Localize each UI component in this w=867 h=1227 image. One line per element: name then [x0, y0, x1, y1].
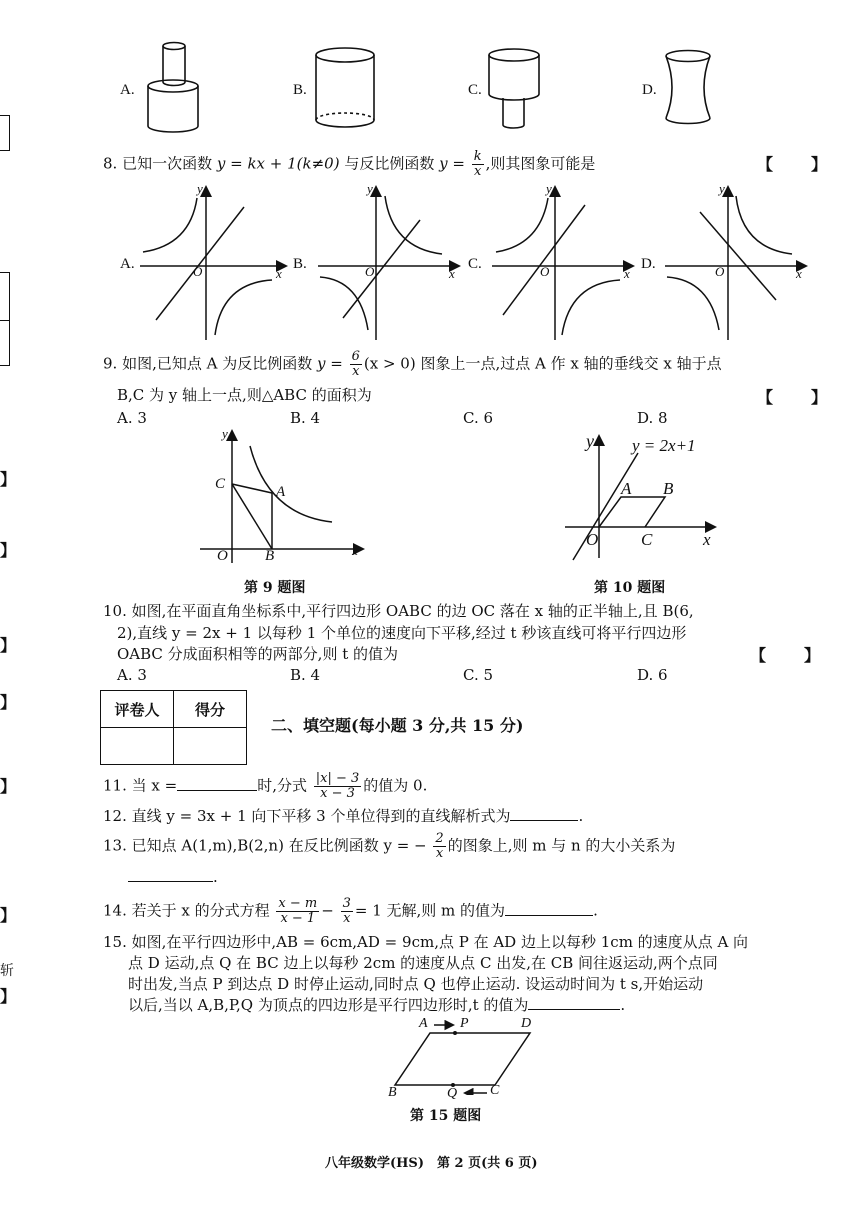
fig10-label-x: x [703, 530, 711, 549]
q7-solid-c [489, 49, 539, 128]
fig15-label-d: D [521, 1016, 532, 1031]
q12 [103, 805, 583, 827]
q10-option-b: B. 4 [290, 666, 321, 684]
score-table-grader-cell[interactable] [101, 728, 174, 765]
q8-y-eq: y = [439, 154, 465, 173]
q14-frac1-den: x − 1 [280, 911, 316, 926]
q8b-y: y [367, 181, 373, 196]
q9-suffix: (x > 0) 图象上一点,过点 A 作 x 轴的垂线交 x 轴于点 [363, 354, 722, 373]
q8-linear-expr: y = kx + 1(k≠0) [216, 154, 340, 173]
margin-bracket: 】 [0, 906, 19, 925]
q10-option-a: A. 3 [117, 666, 147, 684]
section-2-title: 二、填空题(每小题 3 分,共 15 分) [271, 716, 524, 735]
q9-line2: B,C 为 y 轴上一点,则△ABC 的面积为 [117, 386, 372, 404]
q7-solid-a [148, 43, 198, 132]
fig9-label-c: C [215, 476, 226, 492]
q8c-x: x [624, 266, 630, 281]
q10-line2: 2),直线 y = 2x + 1 以每秒 1 个单位的速度向下平移,经过 t 秒该直线可将平行四边形 [117, 624, 687, 642]
q10-answer-bracket[interactable]: 【 】 [750, 646, 823, 665]
q8c-y: y [546, 181, 552, 196]
q10-option-c: C. 5 [463, 666, 494, 684]
q11-fraction [314, 772, 362, 801]
q14-fraction-1 [276, 897, 319, 926]
q8a-y: y [197, 181, 203, 196]
q14 [103, 897, 598, 926]
fig15-label-c: C [490, 1083, 500, 1098]
fig10-label-y: y [586, 431, 594, 451]
fig10-label-b: B [663, 479, 674, 498]
score-table-score-cell[interactable] [174, 728, 247, 765]
q11-answer-blank[interactable] [177, 776, 257, 791]
score-table [100, 690, 247, 765]
page-footer: 八年级数学(HS) 第 2 页(共 6 页) [325, 1156, 538, 1171]
q9-option-b: B. 4 [290, 409, 321, 427]
q14-frac1-num: x − m [278, 896, 318, 911]
fig9-label-x: x [352, 543, 358, 558]
figures-9-10 [0, 425, 867, 575]
q8-graph-b [318, 188, 458, 340]
q8a-o: O [193, 264, 203, 279]
fig15-label-a: A [419, 1016, 428, 1031]
fig10-label-c: C [641, 530, 653, 549]
fig9-label-o: O [217, 548, 228, 564]
margin-bracket: 】 [0, 470, 19, 489]
q15-line4 [128, 994, 625, 1016]
q7-option-d: D. [642, 82, 657, 98]
q7-solid-d [666, 51, 710, 124]
q15-line4-text: 以后,当以 A,B,P,Q 为顶点的四边形是平行四边形时,t 的值为 [128, 996, 529, 1014]
q11-middle: 时,分式 [257, 776, 307, 795]
q9-frac-den: x [352, 364, 360, 379]
q7-solid-b [316, 48, 374, 127]
score-table-score-header: 得分 [174, 691, 247, 728]
q8-option-c: C. [468, 256, 482, 272]
q8-fraction [472, 150, 484, 179]
q11-prefix: 11. 当 x = [103, 776, 178, 795]
q8-frac-num: k [473, 149, 482, 164]
fig9-label-a: A [276, 484, 286, 500]
q12-answer-blank[interactable] [510, 806, 578, 821]
q8-option-d: D. [641, 256, 656, 272]
q12-end: . [578, 807, 584, 825]
q8-graph-c [492, 188, 632, 340]
q12-text: 12. 直线 y = 3x + 1 向下平移 3 个单位得到的直线解析式为 [103, 807, 511, 825]
fig9-label-b: B [265, 548, 275, 564]
margin-snippet: 斩 [0, 963, 14, 979]
score-table-grader-header: 评卷人 [101, 691, 174, 728]
q8a-x: x [276, 266, 282, 281]
fig9-caption: 第 9 题图 [244, 580, 306, 596]
q13-answer-blank[interactable] [128, 867, 213, 882]
q13-fraction [433, 832, 445, 861]
q14-prefix: 14. 若关于 x 的分式方程 [103, 901, 270, 920]
q14-answer-blank[interactable] [505, 901, 593, 916]
q8-stem [103, 150, 595, 179]
q7-option-c: C. [468, 82, 482, 98]
q9-frac-num: 6 [351, 349, 360, 364]
q8d-x: x [796, 266, 802, 281]
fig15-caption: 第 15 题图 [410, 1108, 482, 1124]
q8d-y: y [719, 181, 725, 196]
q11-frac-num: |x| − 3 [315, 771, 360, 786]
q11-suffix: 的值为 0. [363, 776, 428, 795]
q10-line1: 10. 如图,在平面直角坐标系中,平行四边形 OABC 的边 OC 落在 x 轴的正半轴上,且 B(6, [103, 602, 694, 620]
q8c-o: O [540, 264, 550, 279]
q15-answer-blank[interactable] [528, 995, 620, 1010]
q9-prefix: 9. 如图,已知点 A 为反比例函数 [103, 354, 317, 373]
margin-bracket: 】 [0, 693, 19, 712]
q8-graphs [0, 180, 867, 345]
q13-line2 [128, 866, 218, 888]
q8-suffix: ,则其图象可能是 [485, 154, 596, 173]
q9-option-d: D. 8 [637, 409, 668, 427]
q9-option-a: A. 3 [117, 409, 147, 427]
q11 [103, 772, 427, 801]
fig9-label-y: y [222, 426, 228, 441]
q10-option-d: D. 6 [637, 666, 668, 684]
q8-graph-d [665, 188, 805, 340]
q13-frac-den: x [435, 846, 444, 861]
fig10-line-label: y = 2x+1 [632, 436, 696, 455]
q9-answer-bracket[interactable]: 【 】 [757, 388, 830, 407]
q13-frac-num: 2 [435, 831, 444, 846]
q14-frac2-den: x [343, 911, 351, 926]
q8b-x: x [449, 266, 455, 281]
q13-prefix: 13. 已知点 A(1,m),B(2,n) 在反比例函数 y = − [103, 836, 427, 855]
q11-frac-den: x − 3 [320, 786, 355, 801]
margin-bracket: 】 [0, 777, 19, 796]
q7-solids [0, 38, 867, 138]
q14-suffix: = 1 无解,则 m 的值为 [354, 901, 506, 920]
q7-option-b: B. [293, 82, 307, 98]
q15-line1: 15. 如图,在平行四边形中,AB = 6cm,AD = 9cm,点 P 在 AD 边上以每秒 1cm 的速度从点 A 向 [103, 933, 749, 951]
q13-end: . [213, 868, 218, 886]
fig15-label-q: Q [447, 1086, 458, 1101]
fig10-label-o: O [586, 530, 599, 549]
fig15-point-p [453, 1031, 457, 1035]
q8-graph-a [140, 188, 285, 340]
margin-bracket: 】 [0, 541, 19, 560]
q14-fraction-2 [341, 897, 353, 926]
q9-fraction [350, 350, 362, 379]
q15-line2: 点 D 运动,点 Q 在 BC 边上以每秒 2cm 的速度从点 C 出发,在 CB 间往返运动,两个点同 [128, 954, 718, 972]
q8-frac-den: x [473, 164, 482, 179]
q8-middle: 与反比例函数 [339, 154, 440, 173]
fig10-caption: 第 10 题图 [594, 580, 666, 596]
q14-frac2-num: 3 [342, 896, 351, 911]
fig10-label-a: A [621, 479, 632, 498]
q14-minus: − [321, 901, 334, 920]
q13-suffix: 的图象上,则 m 与 n 的大小关系为 [447, 836, 676, 855]
q9-option-c: C. 6 [463, 409, 494, 427]
q9-line1 [103, 350, 722, 379]
q8-prefix: 8. 已知一次函数 [103, 154, 217, 173]
q10-line3: OABC 分成面积相等的两部分,则 t 的值为 [117, 645, 399, 663]
q13 [103, 832, 675, 861]
q8-answer-bracket[interactable]: 【 】 [757, 155, 830, 174]
q15-line3: 时出发,当点 P 到达点 D 时停止运动,同时点 Q 也停止运动. 设运动时间为 t s,开始运动 [128, 975, 704, 993]
q8-option-a: A. [120, 256, 135, 272]
q9-y-eq: y = [317, 354, 343, 373]
q8d-o: O [715, 264, 725, 279]
fig15-label-p: P [460, 1016, 469, 1031]
q15-end: . [620, 996, 626, 1014]
margin-bracket: 】 [0, 987, 19, 1006]
q8b-o: O [365, 264, 375, 279]
fig15-label-b: B [388, 1085, 397, 1100]
q8-option-b: B. [293, 256, 307, 272]
q7-option-a: A. [120, 82, 135, 98]
q14-end: . [593, 901, 598, 920]
margin-bracket: 】 [0, 636, 19, 655]
